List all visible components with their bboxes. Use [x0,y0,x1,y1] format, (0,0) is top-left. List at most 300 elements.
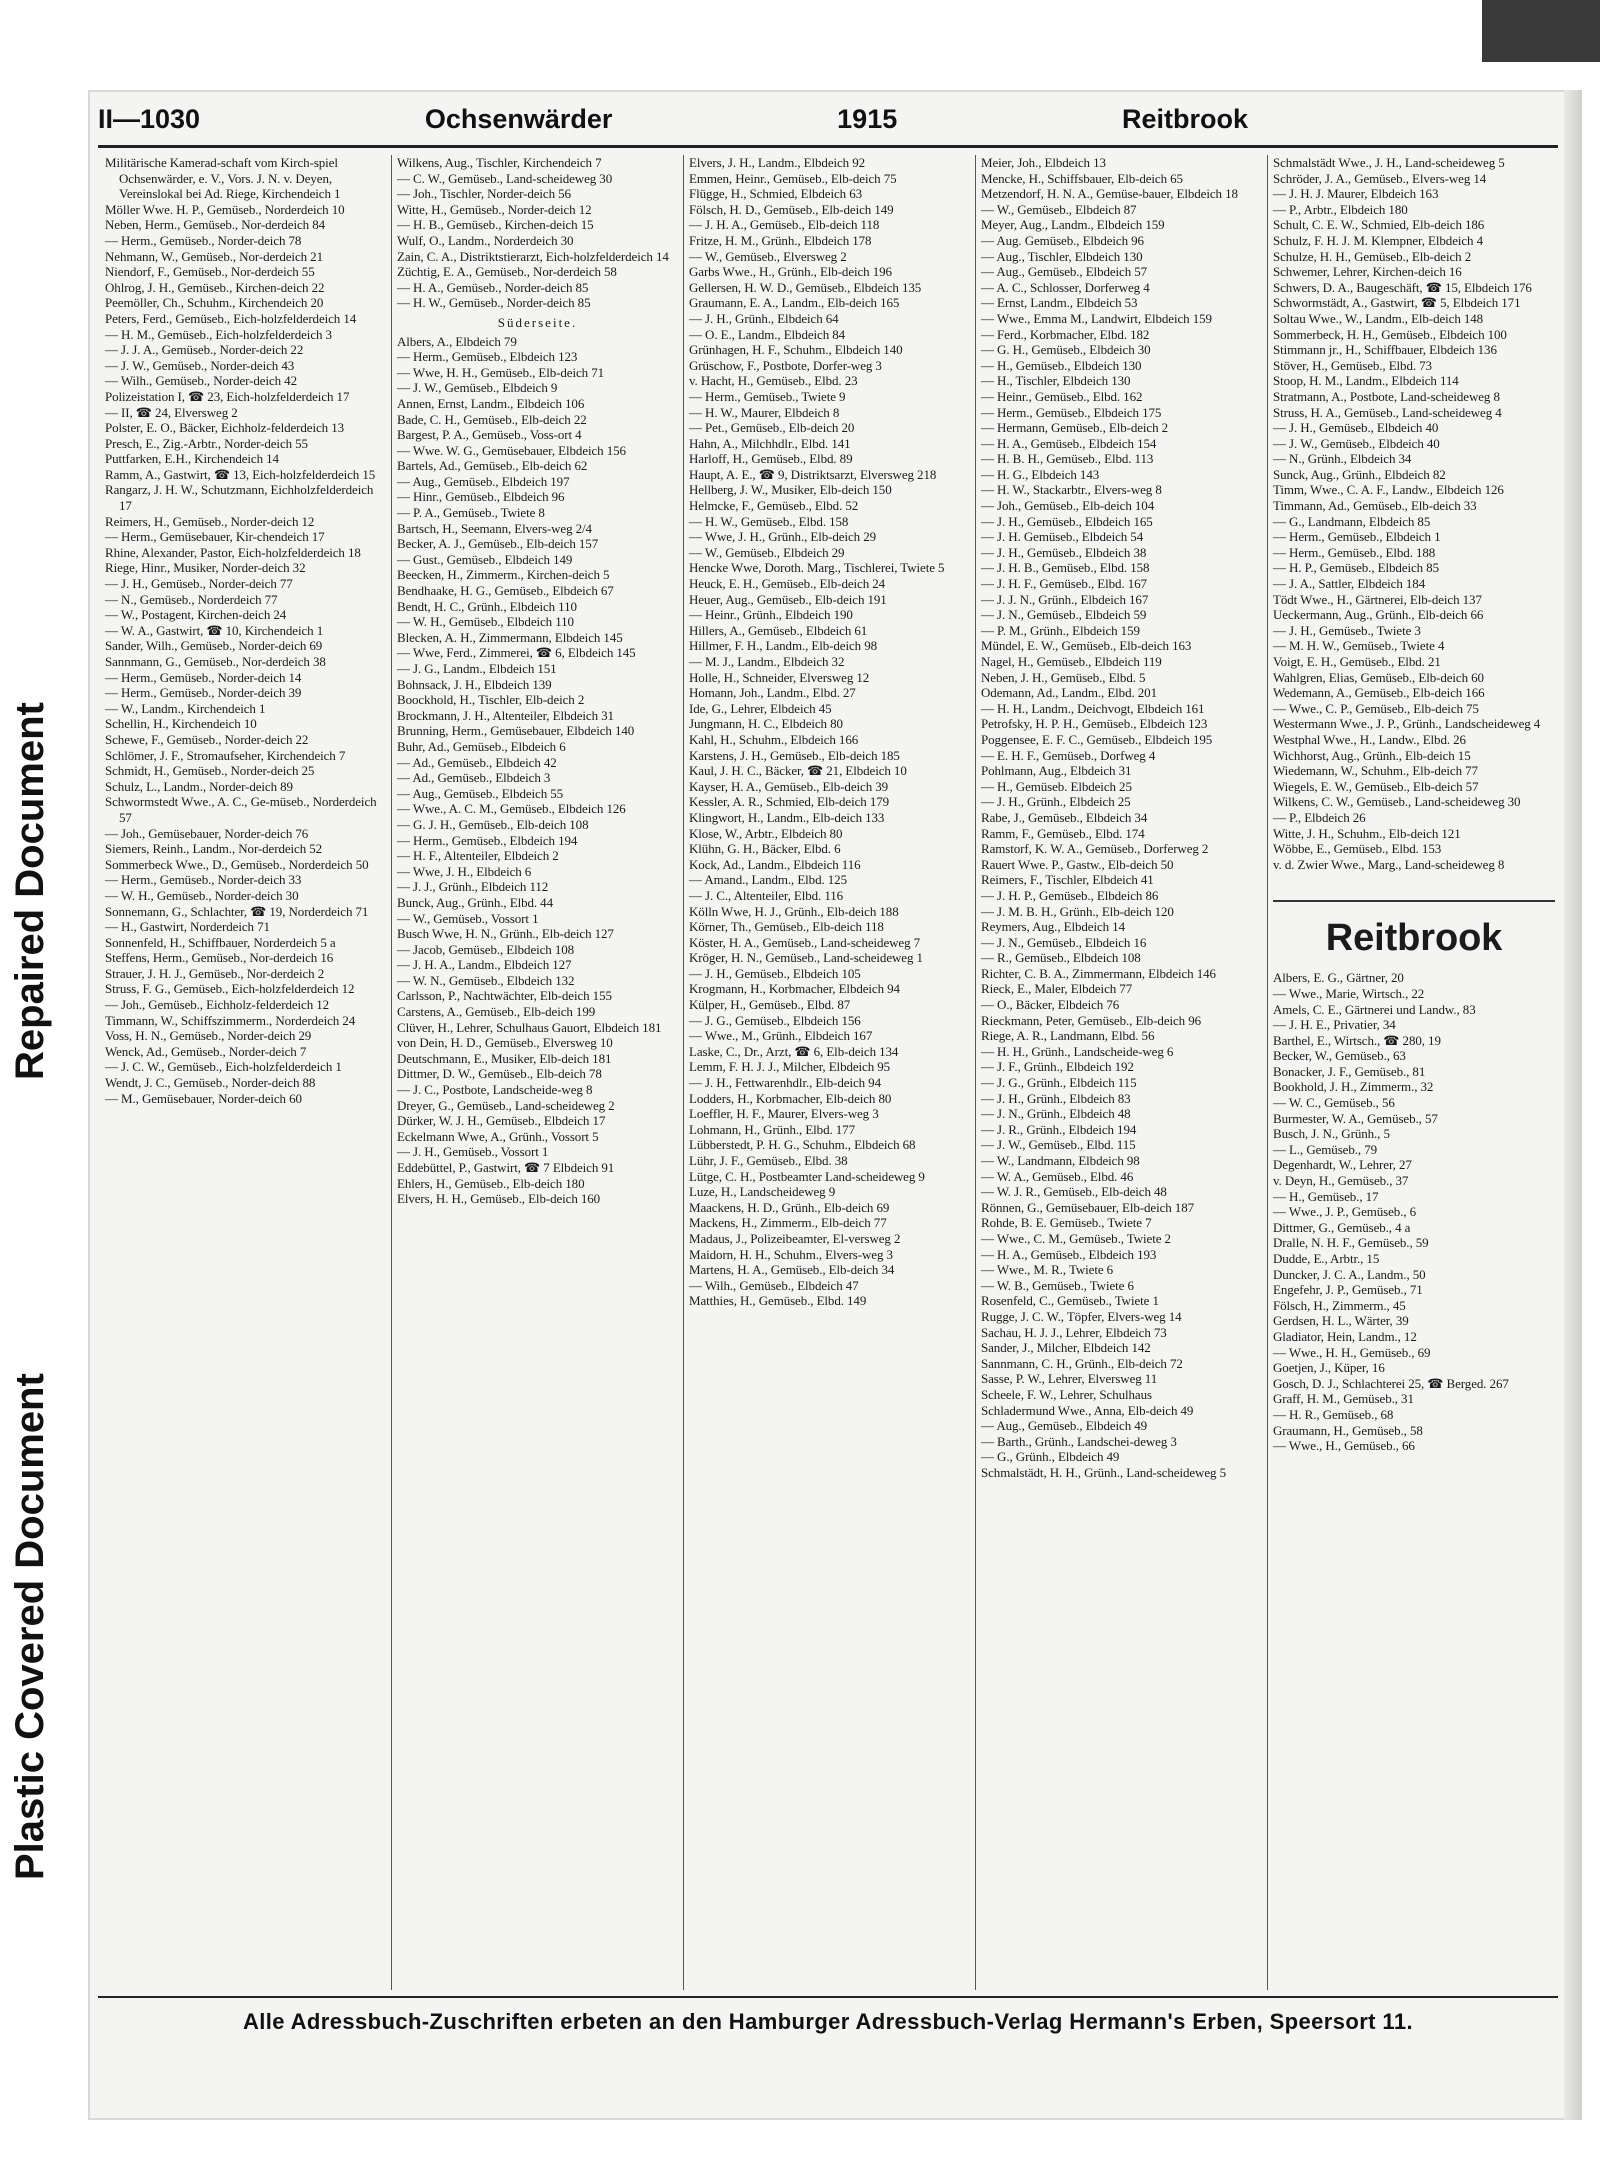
directory-entry: Metzendorf, H. N. A., Gemüse-bauer, Elbdeich 18 [981,186,1238,202]
directory-entry: — J. A., Sattler, Elbdeich 184 [1273,576,1426,592]
directory-entry: Kayser, H. A., Gemüseb., Elb-deich 39 [689,778,889,794]
directory-entry: — Aug., Gemüseb., Elbdeich 49 [981,1418,1148,1434]
directory-entry: — Wilh., Gemüseb., Norder-deich 42 [105,373,297,389]
directory-entry: Emmen, Heinr., Gemüseb., Elb-deich 75 [689,170,897,186]
directory-entry: — J. F., Grünh., Elbdeich 192 [981,1059,1134,1075]
directory-entry: Karstens, J. H., Gemüseb., Elb-deich 185 [689,747,900,763]
directory-entry: — W., Gemüseb., Elbdeich 29 [689,544,845,560]
directory-entry: — W. J. R., Gemüseb., Elb-deich 48 [981,1184,1167,1200]
directory-entry: Deutschmann, E., Musiker, Elb-deich 181 [397,1050,612,1066]
column-4 [976,155,1268,1990]
directory-entry: — W. H., Gemüseb., Elbdeich 110 [397,614,574,630]
directory-entry: Gellersen, H. W. D., Gemüseb., Elbdeich 135 [689,279,922,295]
directory-entry: — J. C. W., Gemüseb., Eich-holzfelderdeich 1 [105,1059,342,1075]
directory-entry: Kaul, J. H. C., Bäcker, ☎ 21, Elbdeich 10 [689,763,907,779]
directory-entry: Sasse, P. W., Lehrer, Elversweg 11 [981,1371,1158,1387]
directory-entry: — W., Landm., Kirchendeich 1 [105,700,266,716]
directory-entry: — M. J., Landm., Elbdeich 32 [689,654,845,669]
directory-entry: Kahl, H., Schuhm., Elbdeich 166 [689,731,859,747]
directory-entry: — W., Postagent, Kirchen-deich 24 [105,607,287,623]
directory-entry: Barthel, E., Wirtsch., ☎ 280, 19 [1273,1032,1441,1048]
directory-entry: — Wilh., Gemüseb., Elbdeich 47 [689,1277,859,1293]
directory-entry: Loeffler, H. F., Maurer, Elvers-weg 3 [689,1106,879,1122]
directory-entry: Siemers, Reinh., Landm., Nor-derdeich 52 [105,841,323,857]
directory-entry: Graumann, H., Gemüseb., 58 [1273,1422,1423,1438]
directory-entry: — Herm., Gemüseb., Elbdeich 194 [397,832,578,848]
directory-entry: — W. N., Gemüseb., Elbdeich 132 [397,972,575,988]
directory-entry: — J. H., Gemüseb., Elbdeich 38 [981,544,1147,560]
directory-entry: — Wwe., J. P., Gemüseb., 6 [1273,1204,1417,1220]
directory-entry: Ehlers, H., Gemüseb., Elb-deich 180 [397,1175,585,1191]
directory-entry: — J. H., Grünh., Elbdeich 25 [981,794,1131,810]
directory-entry: — Herm., Gemüsebauer, Kir-chendeich 17 [105,529,325,545]
directory-entry: — J. J. N., Grünh., Elbdeich 167 [981,591,1149,607]
directory-entry: — Joh., Gemüseb., Elb-deich 104 [981,498,1155,514]
directory-columns [100,155,1560,1990]
directory-entry: — G. J. H., Gemüseb., Elb-deich 108 [397,816,589,832]
directory-entry: Mündel, E. W., Gemüseb., Elb-deich 163 [981,638,1192,654]
dark-corner [1482,0,1600,62]
directory-entry: Fölsch, H., Zimmerm., 45 [1273,1297,1406,1313]
directory-entry: — H. A., Gemüseb., Elbdeich 193 [981,1246,1157,1262]
directory-entry: Schwormstedt Wwe., A. C., Ge-müseb., Norderdeich 57 [105,794,377,825]
directory-entry: Homann, Joh., Landm., Elbd. 27 [689,685,856,701]
directory-entry: — G., Landmann, Elbdeich 85 [1273,513,1431,529]
directory-entry: Kölln Wwe, H. J., Grünh., Elb-deich 188 [689,903,899,919]
directory-entry: Klühn, G. H., Bäcker, Elbd. 6 [689,841,841,857]
directory-entry: Kessler, A. R., Schmied, Elb-deich 179 [689,794,890,810]
directory-entry: v. d. Zwier Wwe., Marg., Land-scheideweg 8 [1273,856,1505,872]
directory-entry: Polster, E. O., Bäcker, Eichholz-felderdeich 13 [105,420,345,436]
directory-entry: — H. M., Gemüseb., Eich-holzfelderdeich 3 [105,326,332,342]
directory-entry: — Wwe., Marie, Wirtsch., 22 [1273,985,1425,1001]
directory-entry: Busch Wwe, H. N., Grünh., Elb-deich 127 [397,926,614,942]
directory-entry: — J. W., Gemüseb., Elbdeich 40 [1273,435,1440,451]
directory-entry: Fritze, H. M., Grünh., Elbdeich 178 [689,232,872,248]
directory-entry: Gosch, D. J., Schlachterei 25, ☎ Berged. 267 [1273,1375,1509,1391]
directory-entry: Graff, H. M., Gemüseb., 31 [1273,1391,1414,1407]
directory-entry: Reimers, H., Gemüseb., Norder-deich 12 [105,513,315,529]
directory-entry: Schwers, D. A., Baugeschäft, ☎ 15, Elbdeich 176 [1273,279,1532,295]
directory-entry: — Wwe., Emma M., Landwirt, Elbdeich 159 [981,310,1212,326]
directory-entry: — W., Gemüseb., Vossort 1 [397,910,539,926]
directory-entry: Strauer, J. H. J., Gemüseb., Nor-derdeich 2 [105,965,325,981]
directory-entry: Schmalstädt Wwe., J. H., Land-scheideweg 5 [1273,155,1505,170]
directory-entry: Maidorn, H. H., Schuhm., Elvers-weg 3 [689,1246,893,1262]
directory-entry: — Herm., Gemüseb., Elbdeich 175 [981,404,1162,420]
directory-entry: Duncker, J. C. A., Landm., 50 [1273,1266,1426,1282]
directory-entry: Burmester, W. A., Gemüseb., 57 [1273,1110,1438,1126]
directory-entry: Zain, C. A., Distriktstierarzt, Eich-holzfelderdeich 14 [397,248,669,264]
directory-entry: — Wwe., A. C. M., Gemüseb., Elbdeich 126 [397,801,626,817]
directory-entry: — J. C., Altenteiler, Elbd. 116 [689,887,844,903]
directory-entry: — Herm., Gemüseb., Elbd. 188 [1273,544,1436,560]
directory-entry: — J. H., Grünh., Elbdeich 83 [981,1090,1131,1106]
page-number: II—1030 [98,103,201,134]
directory-entry: Martens, H. A., Gemüseb., Elb-deich 34 [689,1262,895,1278]
directory-entry: Hencke Wwe, Doroth. Marg., Tischlerei, Twiete 5 [689,560,945,576]
directory-entry: — J. H., Grünh., Elbdeich 64 [689,310,839,326]
directory-entry: — C. W., Gemüseb., Land-scheideweg 30 [397,170,613,186]
plastic-covered-label: Plastic Covered Document [8,1373,52,1880]
directory-entry: Stimmann jr., H., Schiffbauer, Elbdeich 136 [1273,342,1497,358]
directory-entry: Albers, A., Elbdeich 79 [397,333,517,349]
directory-entry: Struss, F. G., Gemüseb., Eich-holzfelderdeich 12 [105,981,355,997]
directory-entry: Sommerbeck Wwe., D., Gemüseb., Norderdeich 50 [105,856,369,872]
column-1 [100,155,392,1990]
directory-entry: Eddebüttel, P., Gastwirt, ☎ 7 Elbdeich 91 [397,1160,615,1175]
directory-entry: Schmalstädt, H. H., Grünh., Land-scheideweg 5 [981,1464,1226,1480]
directory-entry: Kröger, H. N., Gemüseb., Land-scheideweg 1 [689,950,923,966]
directory-entry: Peters, Ferd., Gemüseb., Eich-holzfelderdeich 14 [105,310,357,326]
directory-entry: v. Hacht, H., Gemüseb., Elbd. 23 [689,373,858,389]
directory-entry: Polizeistation I, ☎ 23, Eich-holzfelderdeich 17 [105,388,350,404]
directory-entry: Matthies, H., Gemüseb., Elbd. 149 [689,1293,867,1309]
directory-entry: — J. G., Grünh., Elbdeich 115 [981,1075,1137,1091]
directory-entry: Stoop, H. M., Landm., Elbdeich 114 [1273,373,1459,389]
directory-entry: — Aug., Gemüseb., Elbdeich 55 [397,785,564,801]
directory-entry: Amels, C. E., Gärtnerei und Landw., 83 [1273,1001,1476,1017]
directory-entry: Schröder, J. A., Gemüseb., Elvers-weg 14 [1273,170,1487,186]
directory-entry: — Herm., Gemüseb., Norder-deich 14 [105,669,302,685]
directory-entry: Wilkens, C. W., Gemüseb., Land-scheideweg 30 [1273,794,1521,810]
directory-entry: — Wwe., C. M., Gemüseb., Twiete 2 [981,1230,1171,1246]
directory-entry: — W., Landmann, Elbdeich 98 [981,1153,1140,1168]
directory-entry: Rönnen, G., Gemüsebauer, Elb-deich 187 [981,1199,1195,1215]
directory-entry: Bartsch, H., Seemann, Elvers-weg 2/4 [397,520,592,536]
directory-entry: Lübberstedt, P. H. G., Schuhm., Elbdeich 68 [689,1137,916,1153]
directory-entry: — P., Arbtr., Elbdeich 180 [1273,201,1408,217]
directory-entry: — Jacob, Gemüseb., Elbdeich 108 [397,941,575,957]
directory-entry: — W., Gemüseb., Elbdeich 87 [981,201,1137,217]
directory-entry: Wahlgren, Elias, Gemüseb., Elb-deich 60 [1273,669,1484,685]
column-3 [684,155,976,1990]
directory-entry: — Heinr., Grünh., Elbdeich 190 [689,607,853,623]
directory-entry: Boockhold, H., Tischler, Elb-deich 2 [397,692,585,708]
directory-entry: Carlsson, P., Nachtwächter, Elb-deich 155 [397,988,612,1004]
directory-entry: Heuer, Aug., Gemüseb., Elb-deich 191 [689,591,887,607]
directory-entry: Sonnenfeld, H., Schiffbauer, Norderdeich 5 a [105,934,336,950]
column-5 [1268,155,1560,1990]
directory-entry: Schellin, H., Kirchendeich 10 [105,716,257,732]
directory-entry: — J. G., Landm., Elbdeich 151 [397,661,557,676]
directory-entry: Rangarz, J. H. W., Schutzmann, Eichholzfelderdeich 17 [105,482,374,514]
directory-entry: Bade, C. H., Gemüseb., Elb-deich 22 [397,411,587,427]
directory-entry: — J. H. E., Privatier, 34 [1273,1017,1396,1033]
directory-entry: — Herm., Gemüseb., Elbdeich 1 [1273,529,1441,545]
directory-entry: Struss, H. A., Gemüseb., Land-scheideweg 4 [1273,404,1502,420]
directory-entry: — R., Gemüseb., Elbdeich 108 [981,950,1141,966]
header-rule [98,145,1558,148]
directory-entry: — H. H., Grünh., Landscheide-weg 6 [981,1043,1174,1059]
directory-entry: Schlömer, J. F., Stromaufseher, Kirchendeich 7 [105,747,346,763]
directory-entry: Soltau Wwe., W., Landm., Elb-deich 148 [1273,310,1484,326]
directory-entry: Rieckmann, Peter, Gemüseb., Elb-deich 96 [981,1012,1202,1028]
directory-entry: Helmcke, F., Gemüseb., Elbd. 52 [689,498,859,514]
place-heading: Reitbrook [1273,900,1555,960]
directory-entry: Busch, J. N., Grünh., 5 [1273,1126,1390,1142]
directory-entry: Hahn, A., Milchhdlr., Elbd. 141 [689,435,851,451]
directory-entry: — J. W., Gemüseb., Norder-deich 43 [105,357,295,373]
directory-entry: — W. B., Gemüseb., Twiete 6 [981,1277,1134,1293]
directory-entry: Klingwort, H., Landm., Elb-deich 133 [689,809,885,825]
directory-entry: Madaus, J., Polizeibeamter, El-versweg 2 [689,1230,901,1246]
directory-entry: Meyer, Aug., Landm., Elbdeich 159 [981,217,1165,233]
directory-entry: Albers, E. G., Gärtner, 20 [1273,970,1404,986]
directory-entry: Graumann, E. A., Landm., Elb-deich 165 [689,295,900,311]
directory-entry: Nagel, H., Gemüseb., Elbdeich 119 [981,654,1162,669]
directory-entry: — N., Gemüseb., Norderdeich 77 [105,591,278,607]
directory-entry: Wulf, O., Landm., Norderdeich 30 [397,232,574,248]
directory-entry: — H. W., Stackarbtr., Elvers-weg 8 [981,482,1162,498]
directory-entry: Timmann, Ad., Gemüseb., Elb-deich 33 [1273,498,1477,514]
directory-entry: — Ernst, Landm., Elbdeich 53 [981,295,1138,311]
directory-entry: — J. H., Gemüseb., Elbdeich 105 [689,965,861,981]
directory-entry: Gladiator, Hein, Landm., 12 [1273,1328,1417,1344]
directory-entry: — J. M. B. H., Grünh., Elb-deich 120 [981,903,1174,919]
directory-entry: Mackens, H., Zimmerm., Elb-deich 77 [689,1215,887,1231]
directory-entry: v. Deyn, H., Gemüseb., 37 [1273,1173,1409,1189]
directory-entry: Kock, Ad., Landm., Elbdeich 116 [689,856,861,872]
directory-entry: Sonnemann, G., Schlachter, ☎ 19, Norderdeich 71 [105,903,369,919]
directory-entry: — J. H. P., Gemüseb., Elbdeich 86 [981,887,1159,903]
directory-entry: — Wwe, H. H., Gemüseb., Elb-deich 71 [397,364,605,380]
directory-entry: — J. H., Gemüseb., Vossort 1 [397,1144,549,1160]
directory-entry: Richter, C. B. A., Zimmermann, Elbdeich 146 [981,965,1216,981]
directory-entry: Schulz, F. H. J. M. Klempner, Elbdeich 4 [1273,232,1483,248]
directory-entry: Westphal Wwe., H., Landw., Elbd. 26 [1273,731,1466,747]
directory-entry: Schladermund Wwe., Anna, Elb-deich 49 [981,1402,1194,1418]
section-heading: Süderseite. [497,314,578,330]
directory-entry: — Hermann, Gemüseb., Elb-deich 2 [981,420,1169,436]
directory-entry: Dralle, N. H. F., Gemüseb., 59 [1273,1235,1429,1251]
directory-entry: Körner, Th., Gemüseb., Elb-deich 118 [689,919,884,935]
directory-entry: Reymers, Aug., Elbdeich 14 [981,919,1125,935]
directory-entry: — H., Gemüseb., 17 [1273,1188,1379,1204]
directory-entry: Wöbbe, E., Gemüseb., Elbd. 153 [1273,841,1442,857]
repaired-document-label: Repaired Document [8,702,52,1080]
directory-entry: Ohlrog, J. H., Gemüseb., Kirchen-deich 22 [105,279,325,295]
directory-entry: Pohlmann, Aug., Elbdeich 31 [981,763,1132,779]
directory-entry: Neben, Herm., Gemüseb., Nor-derdeich 84 [105,217,326,233]
directory-entry: — H. B., Gemüseb., Kirchen-deich 15 [397,217,594,233]
directory-entry: Stöver, H., Gemüseb., Elbd. 73 [1273,357,1432,373]
directory-entry: — Aug., Tischler, Elbdeich 130 [981,248,1143,264]
directory-entry: Wenck, Ad., Gemüseb., Norder-deich 7 [105,1043,307,1059]
directory-entry: Grünhagen, H. F., Schuhm., Elbdeich 140 [689,342,903,358]
directory-entry: — Aug., Gemüseb., Elbdeich 57 [981,264,1148,280]
directory-entry: — H. G., Elbdeich 143 [981,466,1100,482]
directory-entry: — W. H., Gemüseb., Norder-deich 30 [105,887,299,903]
directory-entry: Puttfarken, E.H., Kirchendeich 14 [105,451,279,467]
directory-entry: — J. H. F., Gemüseb., Elbd. 167 [981,576,1147,592]
directory-entry: Odemann, Ad., Landm., Elbd. 201 [981,685,1157,701]
directory-entry: Lühr, J. F., Gemüseb., Elbd. 38 [689,1153,848,1168]
directory-entry: Tödt Wwe., H., Gärtnerei, Elb-deich 137 [1273,591,1482,607]
directory-entry: Neben, J. H., Gemüseb., Elbd. 5 [981,669,1146,685]
directory-entry: — H. W., Maurer, Elbdeich 8 [689,404,840,420]
directory-entry: — Herm., Gemüseb., Norder-deich 33 [105,872,302,888]
directory-entry: — H. W., Gemüseb., Norder-deich 85 [397,295,591,311]
directory-entry: — H. R., Gemüseb., 68 [1273,1406,1394,1422]
directory-entry: — M. H. W., Gemüseb., Twiete 4 [1273,638,1445,654]
directory-entry: Lodders, H., Korbmacher, Elb-deich 80 [689,1090,892,1106]
directory-entry: — J. H., Gemüseb., Elbdeich 165 [981,513,1153,529]
directory-entry: Bartels, Ad., Gemüseb., Elb-deich 62 [397,458,588,474]
directory-entry: Dittmer, G., Gemüseb., 4 a [1273,1219,1411,1235]
directory-entry: Wichhorst, Aug., Grünh., Elb-deich 15 [1273,747,1471,763]
directory-entry: Bohnsack, J. H., Elbdeich 139 [397,676,552,692]
directory-entry: — H. P., Gemüseb., Elbdeich 85 [1273,560,1439,576]
directory-entry: Möller Wwe. H. P., Gemüseb., Norderdeich 10 [105,201,345,217]
directory-entry: Elvers, H. H., Gemüseb., Elb-deich 160 [397,1191,601,1207]
directory-entry: Sannmann, C. H., Grünh., Elb-deich 72 [981,1355,1183,1371]
directory-entry: — L., Gemüseb., 79 [1273,1141,1377,1157]
directory-entry: — Wwe, J. H., Elbdeich 6 [397,863,532,879]
directory-entry: Bargest, P. A., Gemüseb., Voss-ort 4 [397,427,582,443]
directory-entry: Köster, H. A., Gemüseb., Land-scheideweg 7 [689,934,921,950]
directory-entry: Luze, H., Landscheideweg 9 [689,1184,836,1200]
directory-entry: Reimers, F., Tischler, Elbdeich 41 [981,872,1154,888]
directory-entry: Rauert Wwe. P., Gastw., Elb-deich 50 [981,856,1174,872]
directory-entry: Sander, J., Milcher, Elbdeich 142 [981,1340,1151,1356]
directory-entry: Ramm, A., Gastwirt, ☎ 13, Eich-holzfelderdeich 15 [105,466,376,482]
directory-entry: — Heinr., Gemüseb., Elbd. 162 [981,388,1143,404]
directory-entry: — Aug. Gemüseb., Elbdeich 96 [981,232,1144,248]
directory-entry: — Wwe, Ferd., Zimmerei, ☎ 6, Elbdeich 145 [397,645,636,661]
directory-entry: — Wwe., H., Gemüseb., 66 [1273,1438,1415,1454]
directory-entry: — J. R., Grünh., Elbdeich 194 [981,1121,1137,1137]
directory-entry: — W. A., Gastwirt, ☎ 10, Kirchendeich 1 [105,622,324,638]
directory-entry: Jungmann, H. C., Elbdeich 80 [689,716,843,732]
directory-entry: Militärische Kamerad-schaft vom Kirch-spiel Ochsenwärder, e. V., Vors. J. N. v. Deyen, Vereinslokal bei Ad. Riege, Kirchendeich 1 [105,155,341,202]
directory-entry: — Hinr., Gemüseb., Elbdeich 96 [397,489,565,505]
directory-entry: Haupt, A. E., ☎ 9, Distriktsarzt, Elversweg 218 [689,466,937,482]
page-edge-shadow [1564,90,1582,2120]
directory-entry: Lohmann, H., Grünh., Elbd. 177 [689,1121,855,1137]
directory-entry: Garbs Wwe., H., Grünh., Elb-deich 196 [689,264,892,280]
directory-entry: Degenhardt, W., Lehrer, 27 [1273,1157,1412,1173]
directory-entry: Riege, A. R., Landmann, Elbd. 56 [981,1028,1155,1044]
directory-entry: — J. H. B., Gemüseb., Elbd. 158 [981,560,1150,576]
directory-entry: — J. H., Gemüseb., Elbdeich 40 [1273,420,1439,436]
directory-entry: — J. N., Gemüseb., Elbdeich 16 [981,934,1147,950]
directory-entry: Steffens, Herm., Gemüseb., Nor-derdeich 16 [105,950,334,966]
directory-entry: Hellberg, J. W., Musiker, Elb-deich 150 [689,482,892,498]
directory-entry: — O. E., Landm., Elbdeich 84 [689,326,846,342]
directory-entry: Sunck, Aug., Grünh., Elbdeich 82 [1273,466,1446,482]
directory-entry: Presch, E., Zig.-Arbtr., Norder-deich 55 [105,435,308,451]
directory-entry: — Ferd., Korbmacher, Elbd. 182 [981,326,1150,342]
directory-entry: — G. H., Gemüseb., Elbdeich 30 [981,342,1151,358]
directory-entry: Sommerbeck, H. H., Gemüseb., Elbdeich 100 [1273,326,1507,342]
directory-entry: — J. N., Grünh., Elbdeich 48 [981,1106,1131,1122]
directory-entry: — J. J. A., Gemüseb., Norder-deich 22 [105,342,304,358]
directory-entry: Schulz, L., Landm., Norder-deich 89 [105,778,293,794]
directory-entry: — N., Grünh., Elbdeich 34 [1273,451,1412,467]
directory-entry: — J. W., Gemüseb., Elbd. 115 [981,1137,1136,1153]
directory-entry: Blecken, A. H., Zimmermann, Elbdeich 145 [397,629,623,645]
directory-entry: — Wwe., H. H., Gemüseb., 69 [1273,1344,1431,1360]
directory-entry: Eckelmann Wwe, A., Grünh., Vossort 5 [397,1128,599,1144]
directory-entry: Niendorf, F., Gemüseb., Nor-derdeich 55 [105,264,315,280]
directory-entry: Lemm, F. H. J. J., Milcher, Elbdeich 95 [689,1059,891,1075]
directory-entry: — J. H., Gemüseb., Norder-deich 77 [105,576,293,592]
directory-entry: — W. A., Gemüseb., Elbd. 46 [981,1168,1134,1184]
directory-entry: — W., Gemüseb., Elversweg 2 [689,248,847,264]
directory-entry: Schult, C. E. W., Schmied, Elb-deich 186 [1273,217,1485,233]
directory-entry: — H. B. H., Gemüseb., Elbd. 113 [981,451,1154,467]
directory-entry: Krogmann, H., Korbmacher, Elbdeich 94 [689,981,900,997]
directory-entry: — Wwe., M. R., Twiete 6 [981,1262,1114,1278]
directory-entry: — J. H., Fettwarenhdlr., Elb-deich 94 [689,1075,881,1091]
directory-entry: — O., Bäcker, Elbdeich 76 [981,997,1120,1013]
directory-entry: Rabe, J., Gemüseb., Elbdeich 34 [981,809,1148,825]
directory-entry: — Wwe., C. P., Gemüseb., Elb-deich 75 [1273,700,1479,716]
directory-entry: — G., Grünh., Elbdeich 49 [981,1449,1120,1465]
directory-entry: Wiedemann, W., Schuhm., Elb-deich 77 [1273,763,1478,779]
directory-entry: Schewe, F., Gemüseb., Norder-deich 22 [105,731,309,747]
directory-entry: — II, ☎ 24, Elversweg 2 [105,404,238,420]
directory-entry: — E. H. F., Gemüseb., Dorfweg 4 [981,747,1156,763]
directory-entry: Bunck, Aug., Grünh., Elbd. 44 [397,894,553,910]
directory-entry: Poggensee, E. F. C., Gemüseb., Elbdeich 195 [981,731,1213,747]
directory-entry: Timm, Wwe., C. A. F., Landw., Elbdeich 126 [1273,482,1504,498]
directory-entry: — J. H. A., Gemüseb., Elb-deich 118 [689,217,880,233]
directory-entry: Flügge, H., Schmied, Elbdeich 63 [689,186,862,202]
directory-entry: — Pet., Gemüseb., Elb-deich 20 [689,420,855,436]
directory-entry: — Herm., Gemüseb., Norder-deich 78 [105,232,302,248]
side-strip [0,560,60,1880]
directory-entry: — H. F., Altenteiler, Elbdeich 2 [397,848,559,864]
directory-entry: Schmidt, H., Gemüseb., Norder-deich 25 [105,763,315,779]
directory-entry: Schwormstädt, A., Gastwirt, ☎ 5, Elbdeich 171 [1273,295,1521,311]
directory-entry: — Joh., Gemüseb., Eichholz-felderdeich 12 [105,997,330,1013]
directory-entry: — Ad., Gemüseb., Elbdeich 42 [397,754,557,770]
directory-entry: Rhine, Alexander, Pastor, Eich-holzfelderdeich 18 [105,544,361,560]
directory-entry: Rosenfeld, C., Gemüseb., Twiete 1 [981,1293,1159,1309]
directory-entry: Nehmann, W., Gemüseb., Nor-derdeich 21 [105,248,323,264]
directory-entry: — H., Gastwirt, Norderdeich 71 [105,919,270,935]
directory-entry: Heuck, E. H., Gemüseb., Elb-deich 24 [689,576,886,592]
directory-entry: — Herm., Gemüseb., Norder-deich 39 [105,685,302,701]
directory-entry: Bendhaake, H. G., Gemüseb., Elbdeich 67 [397,583,614,599]
directory-entry: — J. G., Gemüseb., Elbdeich 156 [689,1012,861,1028]
header-left-place: Ochsenwärder [424,103,613,134]
directory-entry: Petrofsky, H. P. H., Gemüseb., Elbdeich 123 [981,716,1208,732]
directory-entry: Sannmann, G., Gemüseb., Nor-derdeich 38 [105,654,326,669]
directory-entry: Scheele, F. W., Lehrer, Schulhaus [981,1386,1152,1402]
directory-entry: Beecken, H., Zimmerm., Kirchen-deich 5 [397,567,610,583]
directory-entry: Carstens, A., Gemüseb., Elb-deich 199 [397,1004,596,1020]
directory-entry: Mencke, H., Schiffsbauer, Elb-deich 65 [981,170,1183,186]
directory-entry: — J. C., Postbote, Landscheide-weg 8 [397,1082,593,1098]
directory-entry: Külper, H., Gemüseb., Elbd. 87 [689,997,851,1013]
directory-entry: Becker, W., Gemüseb., 63 [1273,1048,1406,1064]
directory-entry: — Ad., Gemüseb., Elbdeich 3 [397,770,551,786]
directory-entry: Holle, H., Schneider, Elversweg 12 [689,669,870,685]
directory-entry: Gerdsen, H. L., Wärter, 39 [1273,1313,1409,1329]
directory-entry: — A. C., Schlosser, Dorferweg 4 [981,279,1150,295]
directory-entry: — Herm., Gemüseb., Twiete 9 [689,388,846,404]
directory-entry: — H. A., Gemüseb., Elbdeich 154 [981,435,1157,451]
directory-entry: Laske, C., Dr., Arzt, ☎ 6, Elb-deich 134 [689,1043,899,1059]
directory-entry: Peemöller, Ch., Schuhm., Kirchendeich 20 [105,295,324,311]
directory-entry: Riege, Hinr., Musiker, Norder-deich 32 [105,560,306,576]
footer-notice: Alle Adressbuch-Zuschriften erbeten an den Hamburger Adressbuch-Verlag Hermann's Erben, Speersort 11. [243,2009,1413,2034]
directory-entry: — H. H., Landm., Deichvogt, Elbdeich 161 [981,700,1205,716]
directory-entry: — J. H., Gemüseb., Twiete 3 [1273,622,1421,638]
